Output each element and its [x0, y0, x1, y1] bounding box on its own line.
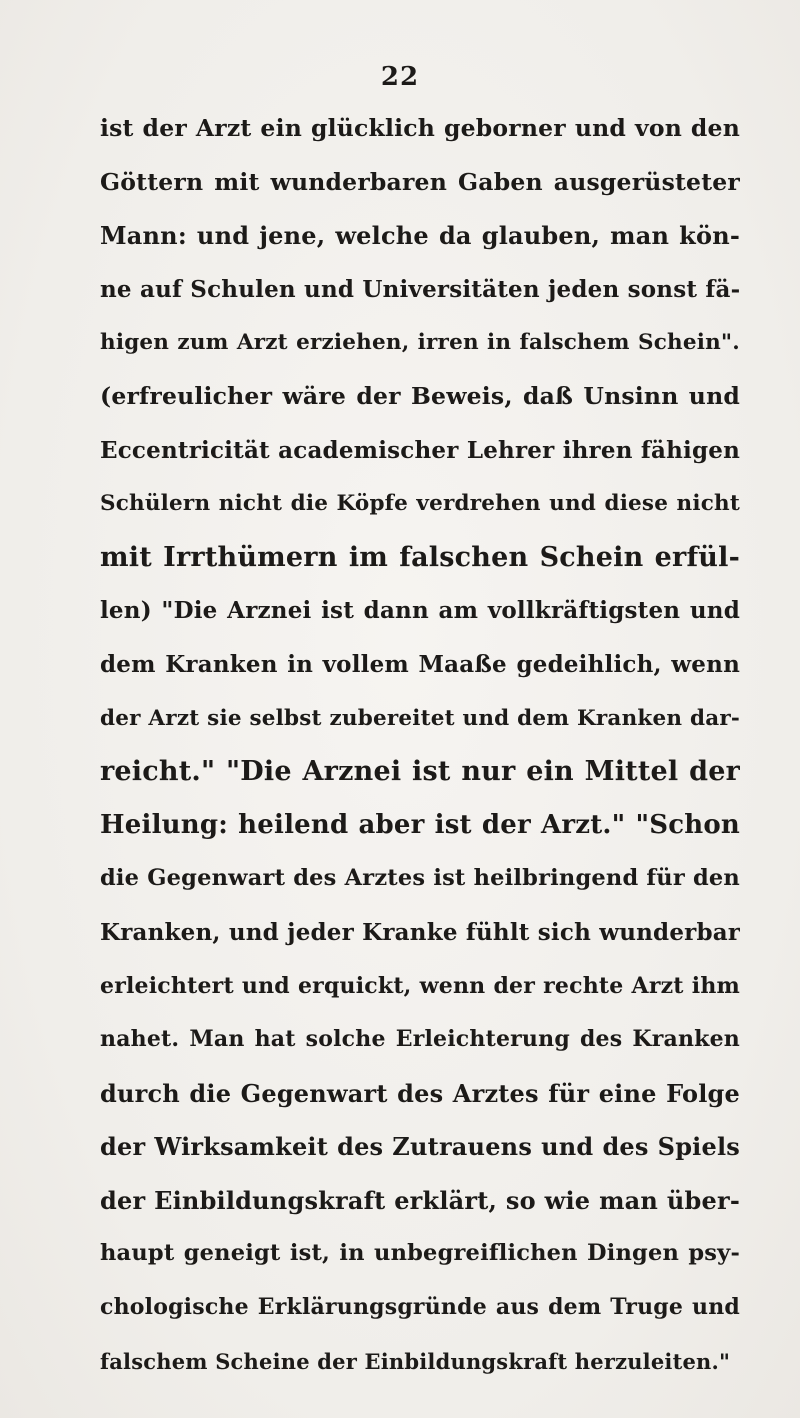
- text-line: ist der Arzt ein glücklich geborner und von den: [100, 114, 740, 142]
- text-line: (erfreulicher wäre der Beweis, daß Unsinn und: [100, 381, 740, 410]
- text-line: erleichtert und erquickt, wenn der rechte Arzt ihm: [100, 972, 740, 999]
- text-line: falschem Scheine der Einbildungskraft herzuleiten.": [100, 1348, 731, 1374]
- text-line: ne auf Schulen und Universitäten jeden sonst fä-: [100, 275, 740, 303]
- text-line: Mann: und jene, welche da glauben, man kön-: [100, 221, 740, 251]
- text-line: Schülern nicht die Köpfe verdrehen und diese nicht: [100, 491, 740, 517]
- text-line: reicht." "Die Arznei ist nur ein Mittel der: [100, 756, 740, 788]
- text-line: Heilung: heilend aber ist der Arzt." "Schon: [100, 809, 740, 840]
- text-line: dem Kranken in vollem Maaße gedeihlich, wenn: [100, 650, 740, 678]
- text-line: Göttern mit wunderbaren Gaben ausgerüsteter: [100, 167, 740, 196]
- text-line: nahet. Man hat solche Erleichterung des Kranken: [100, 1026, 740, 1053]
- text-line: Eccentricität academischer Lehrer ihren fähigen: [100, 436, 740, 464]
- text-line: haupt geneigt ist, in unbegreiflichen Dingen psy-: [100, 1240, 740, 1267]
- text-line: Kranken, und jeder Kranke fühlt sich wunderbar: [100, 918, 740, 946]
- page-number: 22: [380, 62, 420, 92]
- text-line: der Arzt sie selbst zubereitet und dem Kranken dar-: [100, 705, 740, 731]
- text-line: der Wirksamkeit des Zutrauens und des Spiels: [100, 1132, 740, 1162]
- text-line: durch die Gegenwart des Arztes für eine Folge: [100, 1078, 740, 1108]
- text-line: higen zum Arzt erziehen, irren in falschem Schein".: [100, 330, 740, 356]
- text-line: chologische Erklärungsgründe aus dem Truge und: [100, 1294, 740, 1321]
- text-line: len) "Die Arznei ist dann am vollkräftigsten und: [100, 597, 740, 625]
- body-text: [100, 102, 740, 1388]
- text-line: die Gegenwart des Arztes ist heilbringend für den: [100, 865, 740, 892]
- text-line: mit Irrthümern im falschen Schein erfül-: [100, 541, 740, 573]
- text-line: der Einbildungskraft erklärt, so wie man über-: [100, 1185, 740, 1215]
